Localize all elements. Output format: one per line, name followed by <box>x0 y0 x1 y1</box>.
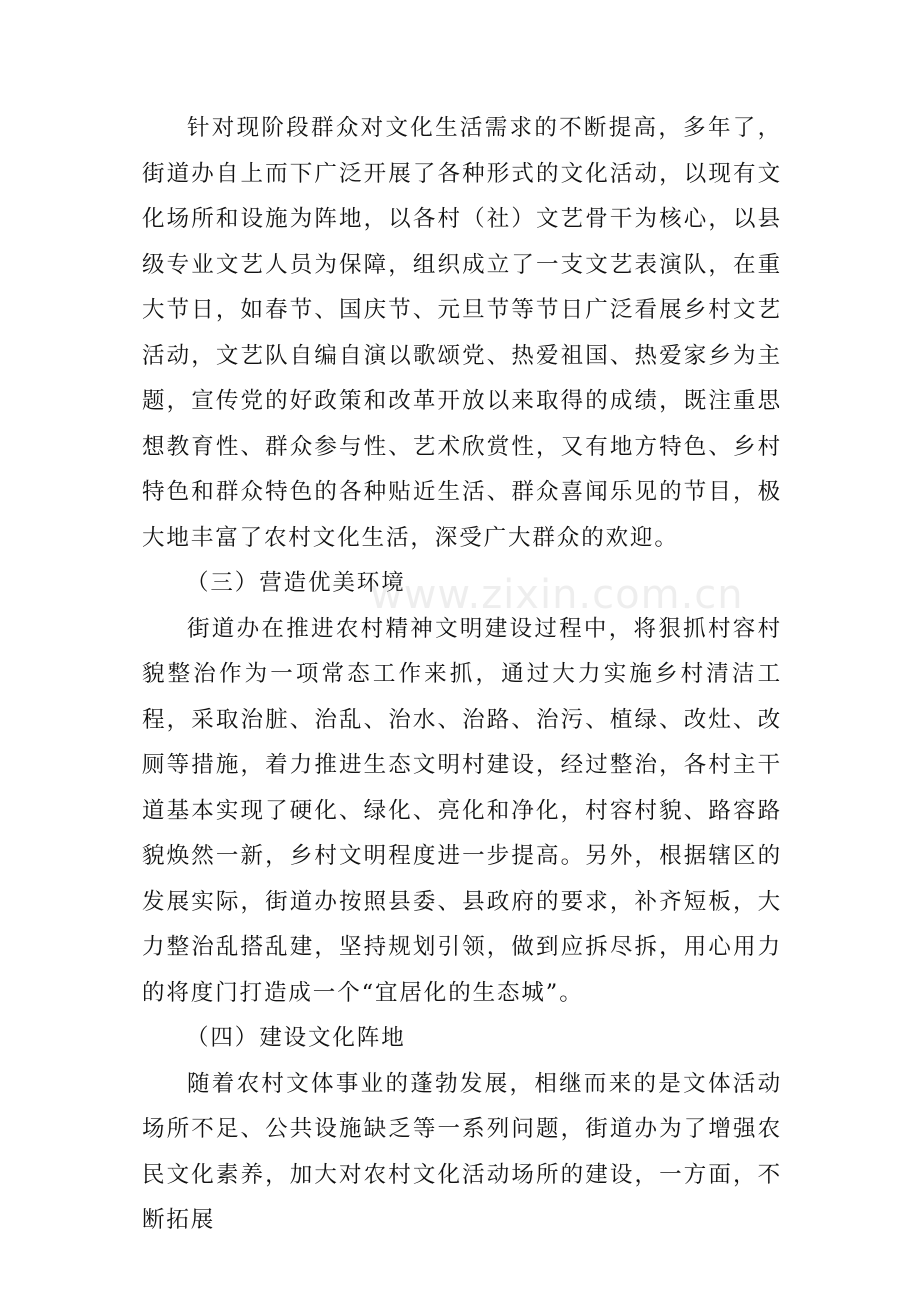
section-heading-environment: （三）营造优美环境 <box>186 570 406 596</box>
paragraph-culture-base: 随着农村文体事业的蓬勃发展，相继而来的是文体活动场所不足、公共设施缺乏等一系列问题，街道办为了增强农民文化素养，加大对农村文化活动场所的建设，一方面，不断拓展 <box>142 1070 782 1233</box>
paragraph-culture-activities: 针对现阶段群众对文化生活需求的不断提高，多年了，街道办自上而下广泛开展了各种形式的文化活动，以现有文化场所和设施为阵地，以各村（社）文艺骨干为核心，以县级专业文艺人员为保障，组织成立了一支文艺表演队，在重大节日，如春节、国庆节、元旦节等节日广泛看展乡村文艺活动，文艺队自编自演以歌颂党、热爱祖国、热爱家乡为主题，宣传党的好政策和改革开放以来取得的成绩，既注重思想教育性、群众参与性、艺术欣赏性，又有地方特色、乡村特色和群众特色的各种贴近生活、群众喜闻乐见的节目，极大地丰富了农村文化生活，深受广大群众的欢迎。 <box>142 115 782 551</box>
watermark: www.zixin.com.cn <box>370 572 744 618</box>
paragraph-environment: 街道办在推进农村精神文明建设过程中，将狠抓村容村貌整治作为一项常态工作来抓，通过大力实施乡村清洁工程，采取治脏、治乱、治水、治路、治污、植绿、改灶、改厕等措施，着力推进生态文明村建设，经过整治，各村主干道基本实现了硬化、绿化、亮化和净化，村容村貌、路容路貌焕然一新，乡村文明程度进一步提高。另外，根据辖区的发展实际，街道办按照县委、县政府的要求，补齐短板，大力整治乱搭乱建，坚持规划引领，做到应拆尽拆，用心用力的将度门打造成一个“宜居化的生态城”。 <box>142 615 782 1006</box>
section-heading-culture-base: （四）建设文化阵地 <box>186 1025 406 1051</box>
document-body <box>142 106 782 1244</box>
